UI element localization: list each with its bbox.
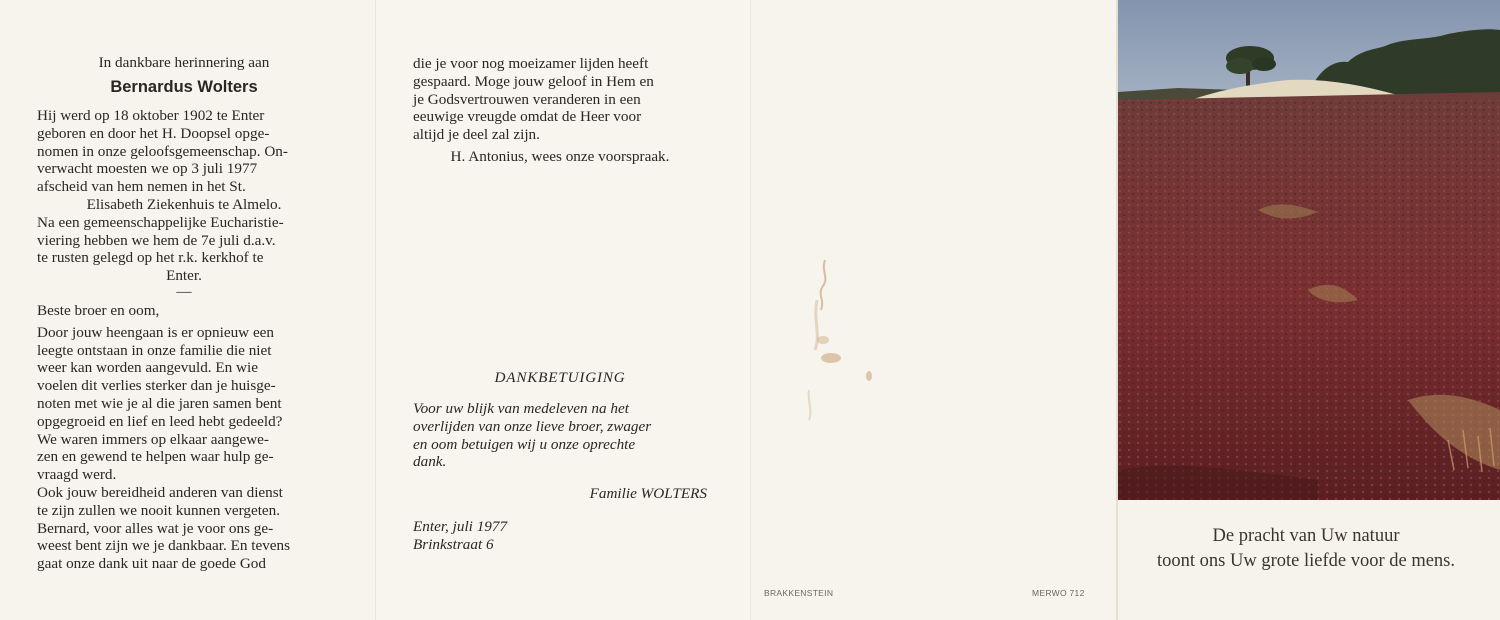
continuation-line: je Godsvertrouwen veranderen in een (413, 90, 641, 108)
letter-line: opgegroeid en lief en leed hebt gedeeld? (37, 412, 283, 430)
acknowledgement-line: dank. (413, 453, 447, 471)
bio-line: geboren en door het H. Doopsel opge- (37, 124, 270, 142)
acknowledgement-line: overlijden van onze lieve broer, zwager (413, 417, 652, 435)
separator-dash: — (176, 282, 192, 300)
letter-line: vraagd werd. (37, 466, 117, 484)
bio-line: Elisabeth Ziekenhuis te Almelo. (86, 195, 282, 213)
memorial-text-block (37, 54, 331, 573)
place-and-address (413, 518, 707, 553)
letter-line: weer kan worden aangevuld. En wie (37, 359, 258, 377)
letter-line: weest bent zijn we je dankbaar. En tevens (37, 537, 291, 555)
acknowledgement-block (413, 369, 707, 503)
continuation-line: die je voor nog moeizamer lijden heeft (413, 55, 649, 72)
bio-line: Hij werd op 18 oktober 1902 te Enter (37, 107, 265, 124)
letter-line: Bernard, voor alles wat je voor ons ge- (37, 519, 274, 537)
bio-line: te rusten gelegd op het r.k. kerkhof te (37, 249, 264, 267)
bio-line: viering hebben we hem de 7e juli d.a.v. (37, 231, 276, 249)
letter-line: Ook jouw bereidheid anderen van dienst (37, 483, 283, 501)
continuation-line: eeuwige vreugde omdat de Heer voor (413, 108, 642, 126)
acknowledgement-line: en oom betuigen wij u onze oprechte (413, 435, 636, 453)
letter-line: noten met wie je al die jaren samen bent (37, 394, 282, 412)
continuation-paragraph (413, 55, 707, 166)
letter-line: te zijn zullen we nooit kunnen vergeten. (37, 501, 281, 519)
caption-line: toont ons Uw grote liefde voor de mens. (1157, 551, 1455, 571)
letter-paragraph (37, 324, 331, 573)
letter-line: gaat onze dank uit naar de goede God (37, 555, 266, 573)
continuation-line: gespaard. Moge jouw geloof in Hem en (413, 72, 654, 90)
panel-continuation (375, 0, 750, 620)
panel-memorial-text (0, 0, 375, 620)
deceased-name: Bernardus Wolters (110, 78, 258, 96)
letter-line: Door jouw heengaan is er opnieuw een (37, 323, 275, 341)
letter-line: We waren immers op elkaar aangewe- (37, 430, 269, 448)
bio-line: Enter. (166, 267, 202, 285)
print-code: MERWO 712 (1032, 588, 1085, 598)
acknowledgement-title: DANKBETUIGING (494, 369, 626, 386)
cover-caption (1118, 524, 1494, 574)
invocation: H. Antonius, wees onze voorspraak. (450, 147, 670, 165)
bio-line: Na een gemeenschappelijke Eucharistie- (37, 213, 284, 231)
place-date: Enter, juli 1977 (413, 518, 508, 535)
intro-line: In dankbare herinnering aan (98, 54, 270, 71)
bio-line: verwacht moesten we op 3 juli 1977 (37, 160, 258, 178)
caption-line: De pracht van Uw natuur (1212, 526, 1400, 546)
acknowledgement-text (413, 400, 707, 471)
family-signature: Familie WOLTERS (589, 485, 707, 503)
heathland-photo (1118, 0, 1500, 500)
bio-line: nomen in onze geloofsgemeenschap. On- (37, 142, 288, 160)
letter-line: leegte ontstaan in onze familie die niet (37, 341, 272, 359)
salutation: Beste broer en oom, (37, 301, 160, 319)
letter-line: voelen dit verlies sterker dan je huisge- (37, 377, 276, 395)
continuation-line: altijd je deel zal zijn. (413, 126, 540, 144)
printer-name: BRAKKENSTEIN (764, 588, 834, 598)
acknowledgement-line: Voor uw blijk van medeleven na het (413, 400, 629, 417)
letter-line: zen en gewend te helpen waar hulp ge- (37, 448, 274, 466)
paper-stain (795, 240, 905, 440)
address: Brinkstraat 6 (413, 535, 494, 553)
bio-line: afscheid van hem nemen in het St. (37, 178, 246, 196)
bio-paragraph (37, 107, 331, 285)
